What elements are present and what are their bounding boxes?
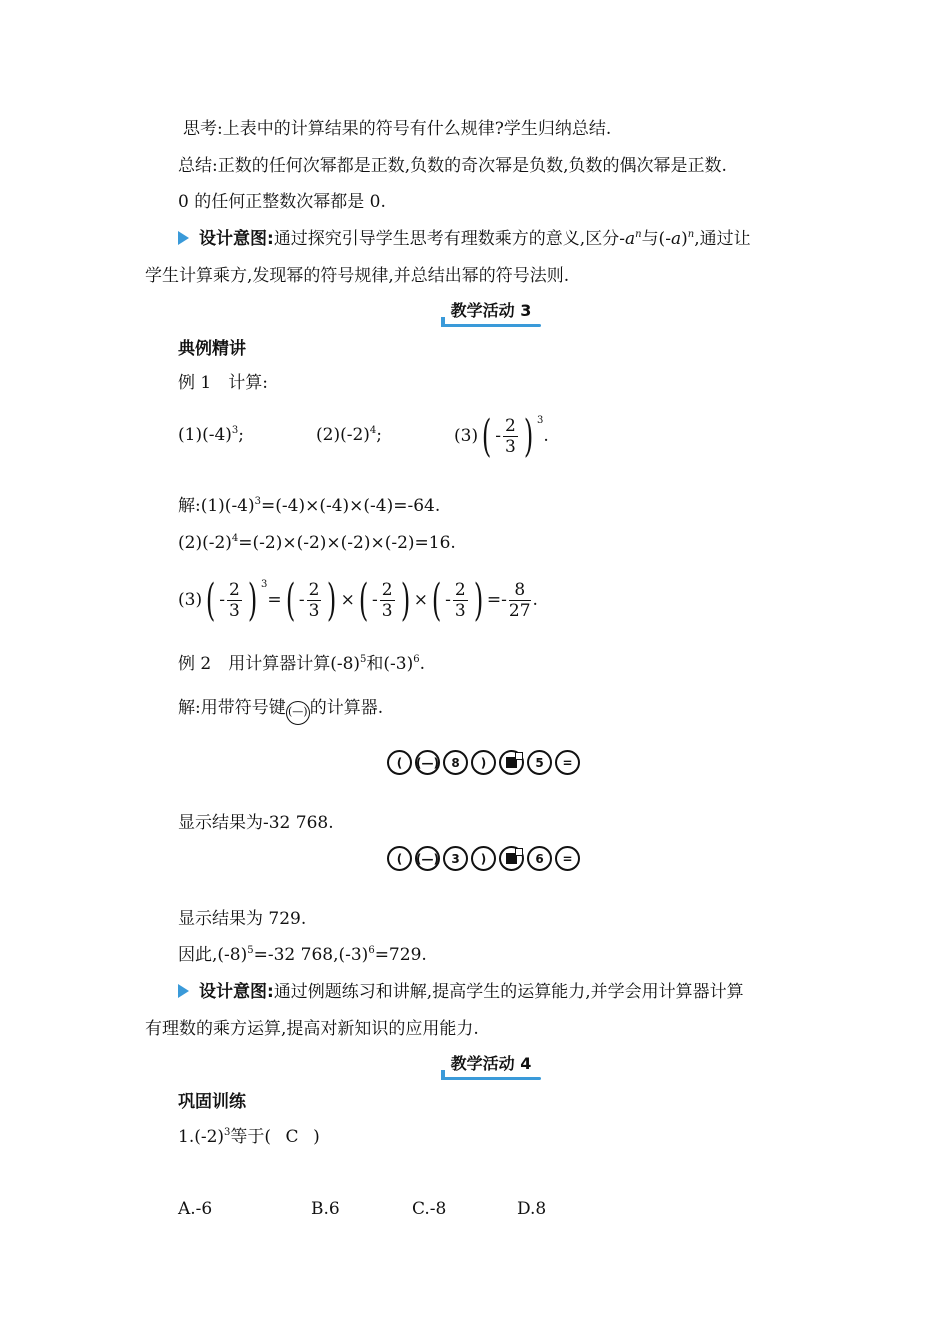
example-1-item-2: $(2)(-2)^4$; [316, 425, 383, 445]
solution-2-intro: 解:用带符号键 (—) 的计算器. [178, 697, 383, 725]
key-equals: = [555, 750, 580, 775]
example-1-item-1: $(1)(-4)^3$; [178, 425, 245, 445]
thinking-paragraph: 思考:上表中的计算结果的符号有什么规律?学生归纳总结. [183, 119, 612, 139]
example-1-title: 例 1 计算: [178, 373, 268, 393]
zero-power-note: 0 的任何正整数次幂都是 0. [178, 192, 386, 212]
section-consolidation: 巩固训练 [178, 1092, 246, 1112]
solution-1-line-3: (3)( - $\frac{2}{3}$ ) $^3$=( - $\frac{2}{3}$ ) ×( - $\frac{2}{3}$ ) ×( - $\frac{2}{3}$ ) =- $\frac{8}{27}$ . [178, 574, 538, 626]
key-open-paren: ( [387, 846, 412, 871]
option-b: B.6 [311, 1199, 340, 1219]
summary-paragraph: 总结:正数的任何次幂都是正数,负数的奇次幂是负数,负数的偶次幂是正数. [178, 156, 727, 176]
triangle-marker-icon [178, 984, 189, 998]
key-equals: = [555, 846, 580, 871]
example-2-title: 例 2 用计算器计算$(-8)^5$和$(-3)^6$. [178, 654, 426, 674]
design-label: 设计意图: [199, 982, 274, 1002]
design-intent-1-line2: 学生计算乘方,发现幂的符号规律,并总结出幂的符号法则. [145, 266, 570, 286]
answer: C [285, 1127, 299, 1147]
heading-underline [441, 1077, 541, 1080]
triangle-marker-icon [178, 231, 189, 245]
conclusion: 因此$,(-8)^5=-32$ $768,(-3)^6=729$. [178, 945, 427, 965]
key-sequence-2 [387, 846, 580, 871]
section-typical-examples: 典例精讲 [178, 339, 246, 359]
option-d: D.8 [517, 1199, 547, 1219]
design-intent-2-line2: 有理数的乘方运算,提高对新知识的应用能力. [145, 1019, 479, 1039]
key-digit-5: 5 [527, 750, 552, 775]
design-intent-2: 设计意图:通过例题练习和讲解,提高学生的运算能力,并学会用计算器计算 [178, 981, 744, 1003]
activity-4-heading: 教学活动 4 [441, 1051, 541, 1080]
option-a: A.-6 [178, 1199, 213, 1219]
key-negative-sign: (—) [415, 750, 440, 775]
result-2: 显示结果为 729. [178, 909, 307, 929]
design-label: 设计意图: [199, 229, 274, 249]
key-close-paren: ) [471, 750, 496, 775]
key-open-paren: ( [387, 750, 412, 775]
sign-key-icon: (—) [286, 701, 310, 725]
key-digit-3: 3 [443, 846, 468, 871]
key-negative-sign: (—) [415, 846, 440, 871]
key-power-icon [499, 846, 524, 871]
key-power-icon [499, 750, 524, 775]
key-digit-8: 8 [443, 750, 468, 775]
question-1: $1.(-2)^3$等于( C ) [178, 1127, 320, 1147]
key-digit-6: 6 [527, 846, 552, 871]
solution-1-line-2: $(2)(-2)^4=(-2)\times(-2)\times(-2)\times(-2)=16$. [178, 533, 456, 553]
heading-underline [441, 324, 541, 327]
solution-1-line-1: 解$:(1)(-4)^3=(-4)\times(-4)\times(-4)=-64$. [178, 496, 441, 516]
fraction: $\frac{2}{3}$ [505, 416, 516, 457]
key-close-paren: ) [471, 846, 496, 871]
option-c: C.-8 [412, 1199, 447, 1219]
result-1: 显示结果为-32 768. [178, 813, 334, 833]
design-intent-1: 设计意图:通过探究引导学生思考有理数乘方的意义,区分$-a^n$与$(-a)^n$,通过让 [178, 228, 751, 250]
activity-3-heading: 教学活动 3 [441, 298, 541, 327]
key-sequence-1 [387, 750, 580, 775]
example-1-item-3: (3)( - $\frac{2}{3}$ ) $^3$. [454, 410, 549, 462]
